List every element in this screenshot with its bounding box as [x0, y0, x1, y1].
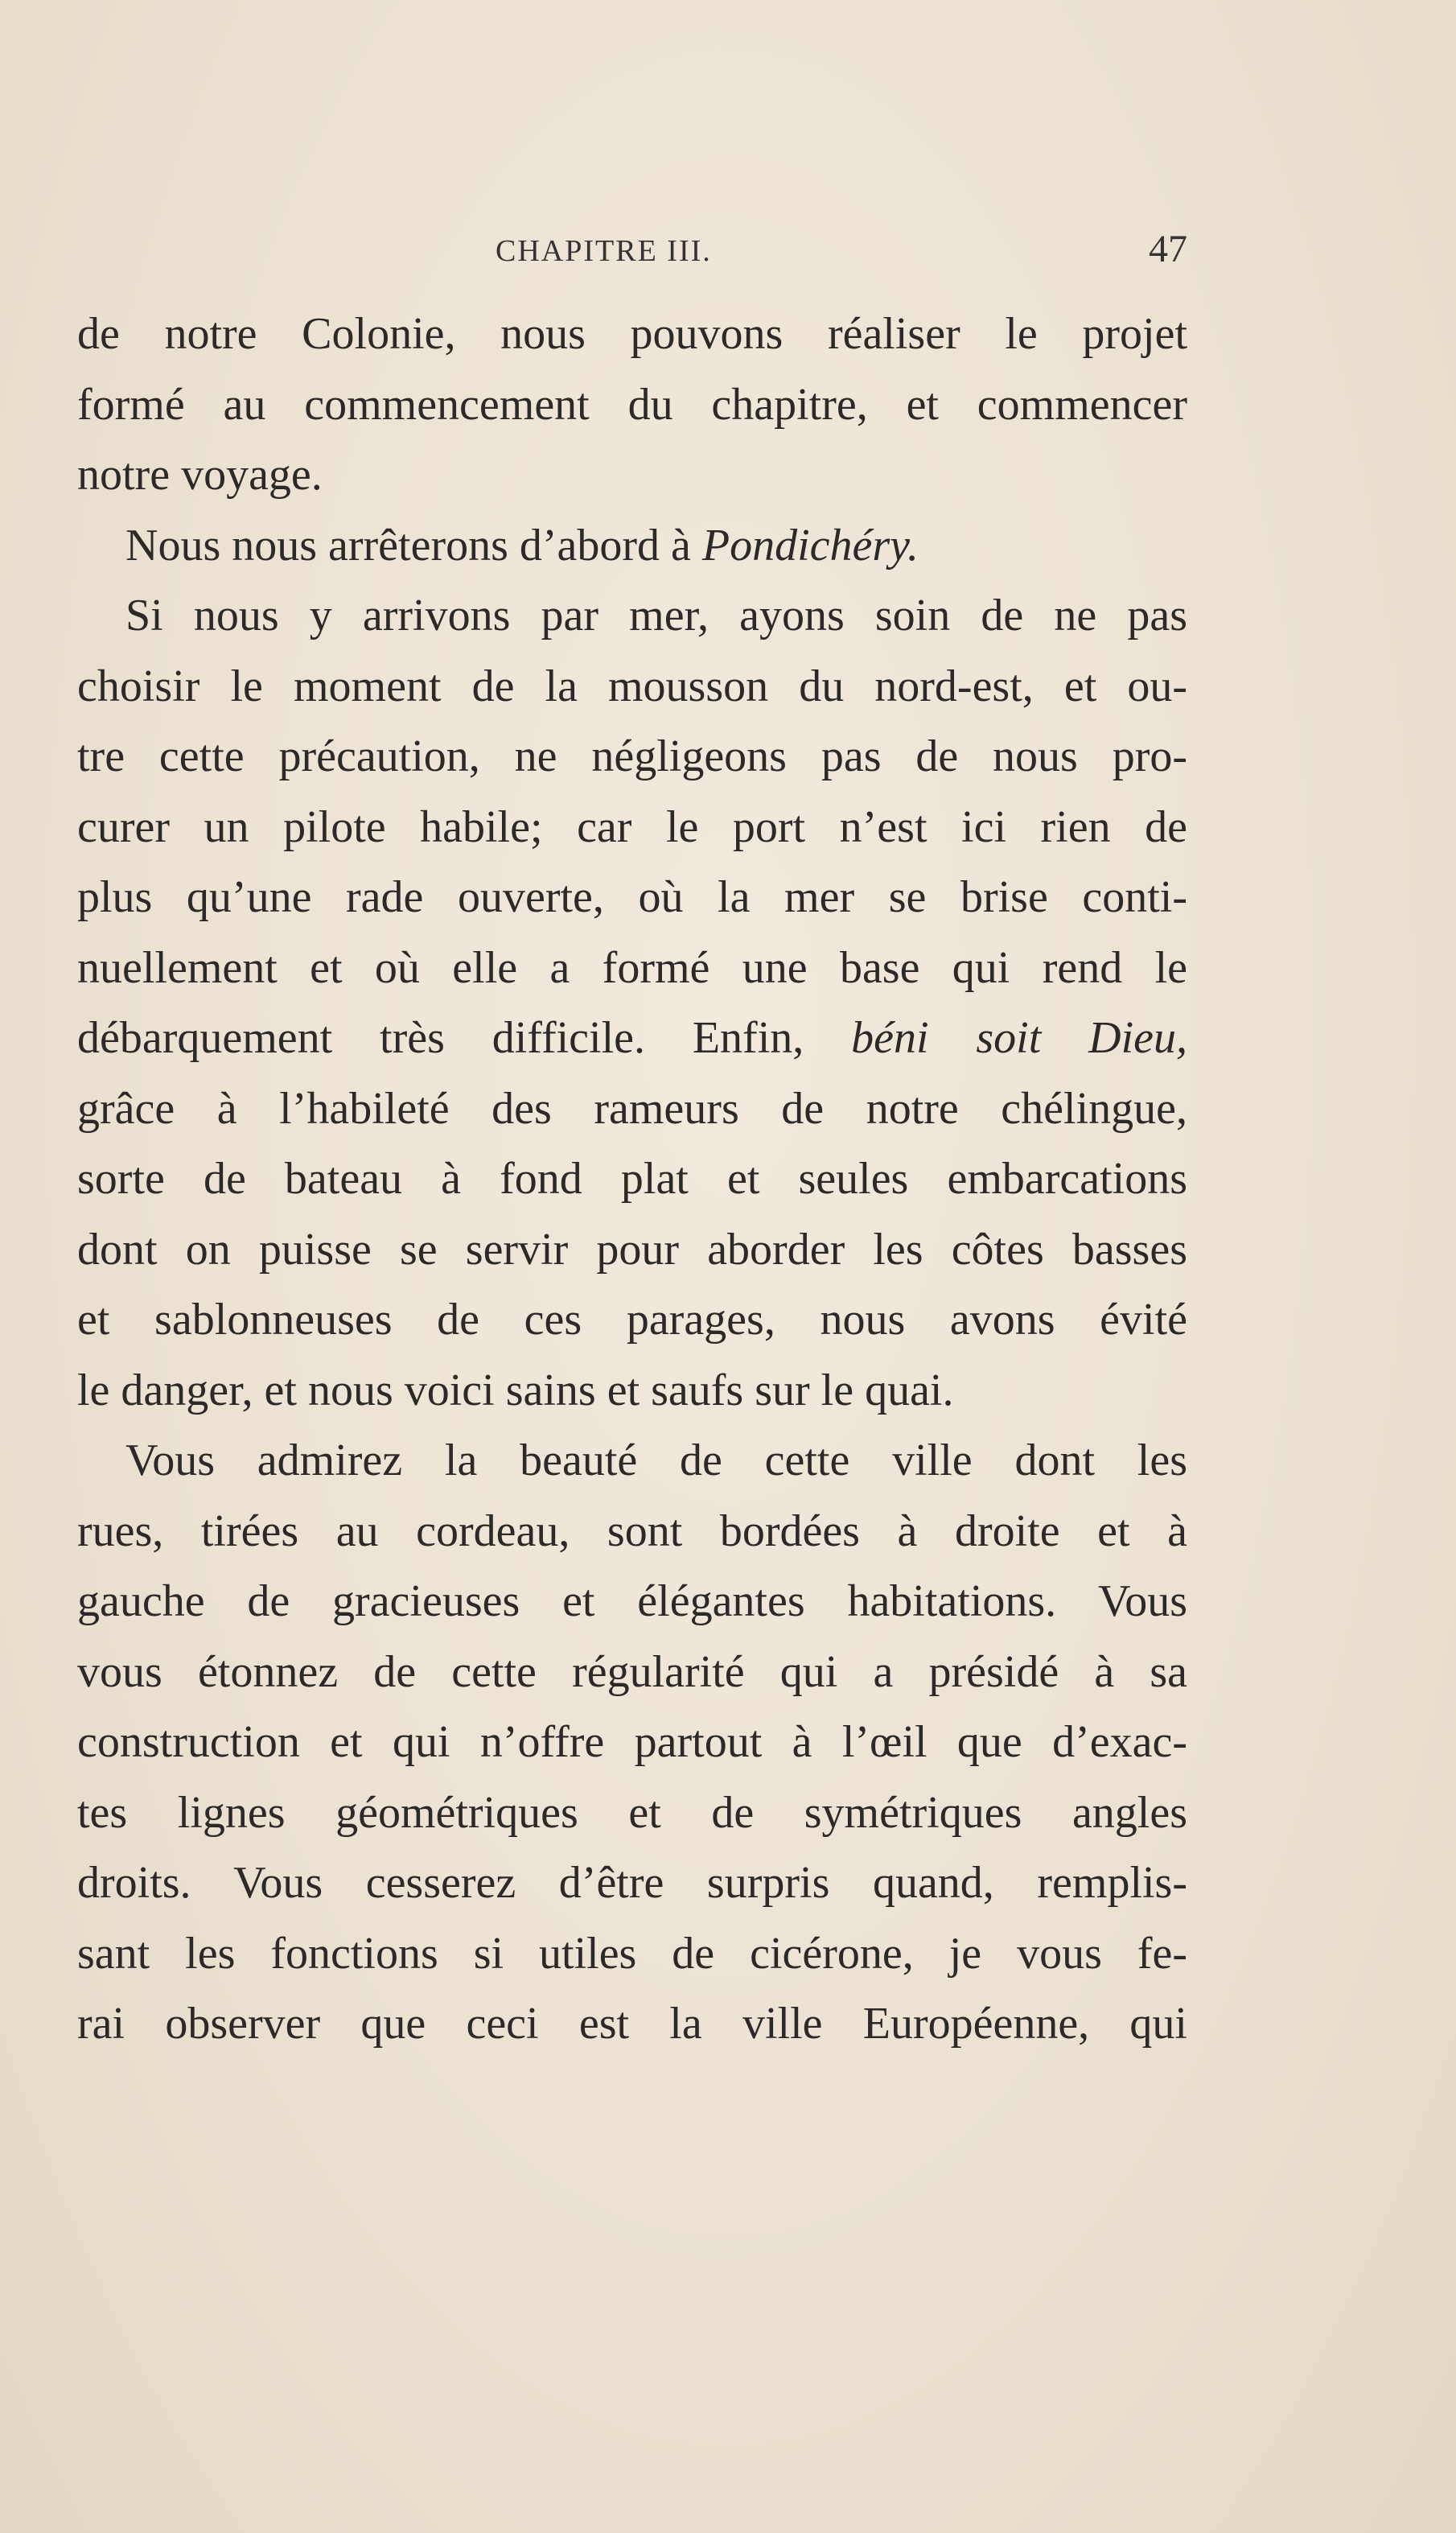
italic-phrase: béni soit Dieu,: [851, 1013, 1187, 1063]
text-line: dont on puisse se servir pour aborder les côtes basses: [77, 1224, 1187, 1275]
text-line: droits. Vous cesserez d’être surpris quand, remplis-: [77, 1858, 1187, 1908]
text-line: rues, tirées au cordeau, sont bordées à droite et à: [77, 1505, 1187, 1556]
text-line: de notre Colonie, nous pouvons réaliser le projet: [77, 309, 1187, 359]
text-line: tes lignes géométriques et de symétriques angles: [77, 1787, 1187, 1838]
text-line: tre cette précaution, ne négligeons pas de nous pro-: [77, 731, 1187, 781]
text-line: Vous admirez la beauté de cette ville dont les: [125, 1435, 1187, 1485]
text-line: sant les fonctions si utiles de cicérone, je vous fe-: [77, 1928, 1187, 1979]
text-line: grâce à l’habileté des rameurs de notre chélingue,: [77, 1083, 1187, 1134]
text-line: gauche de gracieuses et élégantes habitations. Vous: [77, 1576, 1187, 1626]
text-line: Si nous y arrivons par mer, ayons soin de ne pas: [125, 591, 1187, 640]
running-header: [77, 227, 1187, 275]
text-line: curer un pilote habile; car le port n’est ici rien de: [77, 801, 1187, 852]
italic-phrase: Pondichéry.: [701, 520, 919, 570]
text-line: sorte de bateau à fond plat et seules embarcations: [77, 1154, 1187, 1204]
text-line: plus qu’une rade ouverte, où la mer se brise conti-: [77, 872, 1187, 922]
text-line: vous étonnez de cette régularité qui a présidé à sa: [77, 1646, 1187, 1697]
page-number: 47: [1149, 228, 1187, 270]
text-line: nuellement et où elle a formé une base qui rend le: [77, 942, 1187, 993]
text-line: formé au commencement du chapitre, et commencer: [77, 379, 1187, 430]
text-line: construction et qui n’offre partout à l’œil que d’exac-: [77, 1717, 1187, 1767]
text-line: débarquement très difficile. Enfin, béni soit Dieu,: [77, 1013, 1187, 1063]
text-line: le danger, et nous voici sains et saufs sur le quai.: [77, 1365, 954, 1415]
text-line: notre voyage.: [77, 450, 323, 500]
chapter-title: CHAPITRE III.: [496, 234, 712, 268]
text-line: rai observer que ceci est la ville Européenne, qui: [77, 1999, 1187, 2049]
text-line: choisir le moment de la mousson du nord-est, et ou-: [77, 661, 1187, 711]
text-line: et sablonneuses de ces parages, nous avons évité: [77, 1295, 1187, 1345]
text-line: Nous nous arrêterons d’abord à Pondichéry.: [125, 520, 919, 570]
body-text: [77, 299, 1187, 2060]
